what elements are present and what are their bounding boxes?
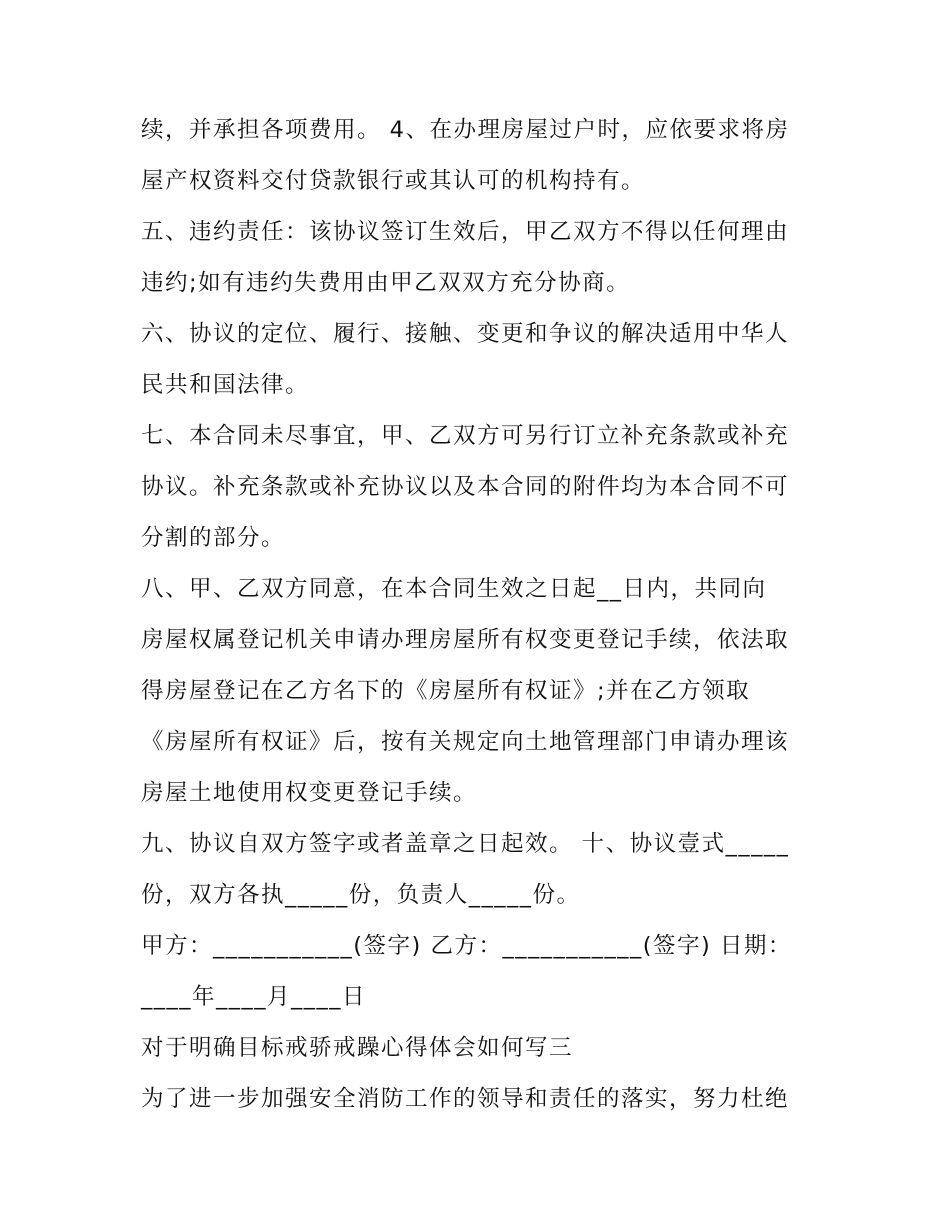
text-line: 六、协议的定位、履行、接触、变更和争议的解决适用中华人	[141, 321, 790, 347]
text-line: 民共和国法律。	[141, 372, 310, 398]
section-heading: 对于明确目标戒骄戒躁心得体会如何写三	[141, 1035, 574, 1061]
text-line: 五、违约责任：该协议签订生效后，甲乙双方不得以任何理由	[141, 219, 790, 245]
text-line: 为了进一步加强安全消防工作的领导和责任的落实，努力杜绝	[141, 1086, 790, 1112]
text-line: 房屋权属登记机关申请办理房屋所有权变更登记手续，依法取	[141, 627, 790, 653]
text-line: 九、协议自双方签字或者盖章之日起效。 十、协议壹式_____	[141, 831, 790, 857]
text-line: 份，双方各执_____份，负责人_____份。	[141, 882, 581, 908]
text-line: 协议。补充条款或补充协议以及本合同的附件均为本合同不可	[141, 474, 790, 500]
text-line: 分割的部分。	[141, 525, 286, 551]
text-line: 《房屋所有权证》后，按有关规定向土地管理部门申请办理该	[141, 729, 790, 755]
text-line: 八、甲、乙双方同意，在本合同生效之日起__日内，共同向	[141, 576, 767, 602]
text-line: 七、本合同未尽事宜，甲、乙双方可另行订立补充条款或补充	[141, 423, 790, 449]
signature-line: 甲方：___________(签字) 乙方：___________(签字) 日期：	[141, 933, 792, 959]
text-line: 房屋土地使用权变更登记手续。	[141, 780, 478, 806]
text-line: 续，并承担各项费用。 4、在办理房屋过户时，应依要求将房	[141, 117, 790, 143]
date-line: ____年____月____日	[141, 984, 367, 1010]
text-line: 得房屋登记在乙方名下的《房屋所有权证》;并在乙方领取	[141, 678, 751, 704]
text-line: 屋产权资料交付贷款银行或其认可的机构持有。	[141, 168, 646, 194]
text-line: 违约;如有违约失费用由甲乙双双方充分协商。	[141, 270, 631, 296]
